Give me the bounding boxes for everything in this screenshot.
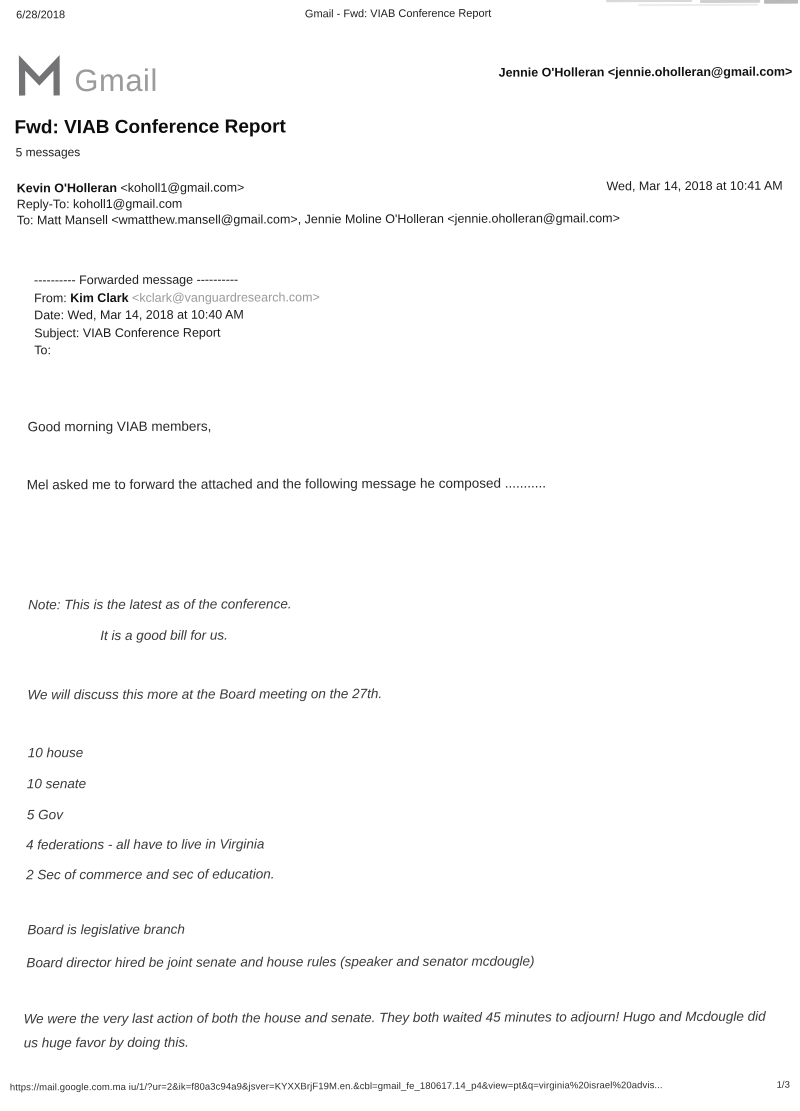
message-date: Wed, Mar 14, 2018 at 10:41 AM: [606, 178, 783, 194]
reply-to-line: Reply-To: koholl1@gmail.com: [16, 196, 183, 212]
gmail-logo: [16, 55, 158, 106]
message-from-row: [17, 179, 783, 196]
scan-artifact: [700, 0, 760, 3]
scan-artifact: [764, 0, 798, 4]
forwarded-sender-name: Kim Clark: [70, 290, 129, 305]
body-greeting: Good morning VIAB members,: [27, 418, 212, 435]
account-owner: Jennie O'Holleran <jennie.oholleran@gmail.com>: [498, 64, 793, 80]
print-date: 6/28/2018: [16, 9, 66, 22]
footer-page-number: 1/3: [776, 1079, 790, 1091]
body-board-line2: Board director hired be joint senate and house rules (speaker and senator mcdougle): [26, 953, 535, 971]
forwarded-to-line: To:: [34, 343, 51, 358]
forwarded-divider: ---------- Forwarded message ----------: [34, 272, 239, 288]
gmail-envelope-icon: [16, 55, 62, 106]
to-line: To: Matt Mansell <wmatthew.mansell@gmail.com>, Jennie Moline O'Holleran <jennie.oholleran@gmail.com>: [16, 211, 620, 228]
forwarded-message-block: [34, 271, 320, 359]
list-item: 2 Sec of commerce and sec of education.: [26, 866, 275, 883]
forwarded-from-line: From: Kim Clark <kclark@vanguardresearch.com>: [34, 289, 320, 305]
sender-email: <koholl1@gmail.com>: [116, 180, 245, 195]
scan-artifact: [606, 0, 692, 2]
sender-name: Kevin O'Holleran: [16, 180, 117, 196]
forwarded-subject-line: Subject: VIAB Conference Report: [34, 325, 221, 340]
body-note-line2: It is a good bill for us.: [100, 627, 228, 644]
gmail-logo-text: Gmail: [74, 62, 158, 98]
list-item: 5 Gov: [26, 807, 63, 823]
scan-artifact: [638, 4, 758, 6]
body-note-line1: Note: This is the latest as of the conference.: [28, 596, 292, 613]
body-board-line1: Board is legislative branch: [27, 921, 185, 938]
forwarded-date-line: Date: Wed, Mar 14, 2018 at 10:40 AM: [34, 307, 244, 323]
message-count: 5 messages: [15, 145, 81, 160]
thread-subject: Fwd: VIAB Conference Report: [14, 116, 286, 139]
list-item: 10 senate: [26, 776, 87, 792]
body-closing-paragraph: We were the very last action of both the house and senate. They both waited 45 minutes to adjourn! Hugo and Mcdougle did us huge favor by doing this.: [23, 1008, 766, 1051]
footer-url: https://mail.google.com.ma iu/1/?ur=2&ik=f80a3c94a9&jsver=KYXXBrjF19M.en.&cbl=gmail_fe_180617.14_p4&view=pt&q=virginia%20israel%20advis...: [9, 1080, 663, 1094]
list-item: 4 federations - all have to live in Virginia: [25, 836, 265, 853]
print-title: Gmail - Fwd: VIAB Conference Report: [304, 7, 492, 21]
body-discuss-line: We will discuss this more at the Board meeting on the 27th.: [27, 686, 383, 703]
body-intro: Mel asked me to forward the attached and the following message he composed ...........: [26, 475, 547, 493]
forwarded-sender-email: <kclark@vanguardresearch.com>: [128, 289, 320, 305]
list-item: 10 house: [27, 745, 84, 761]
